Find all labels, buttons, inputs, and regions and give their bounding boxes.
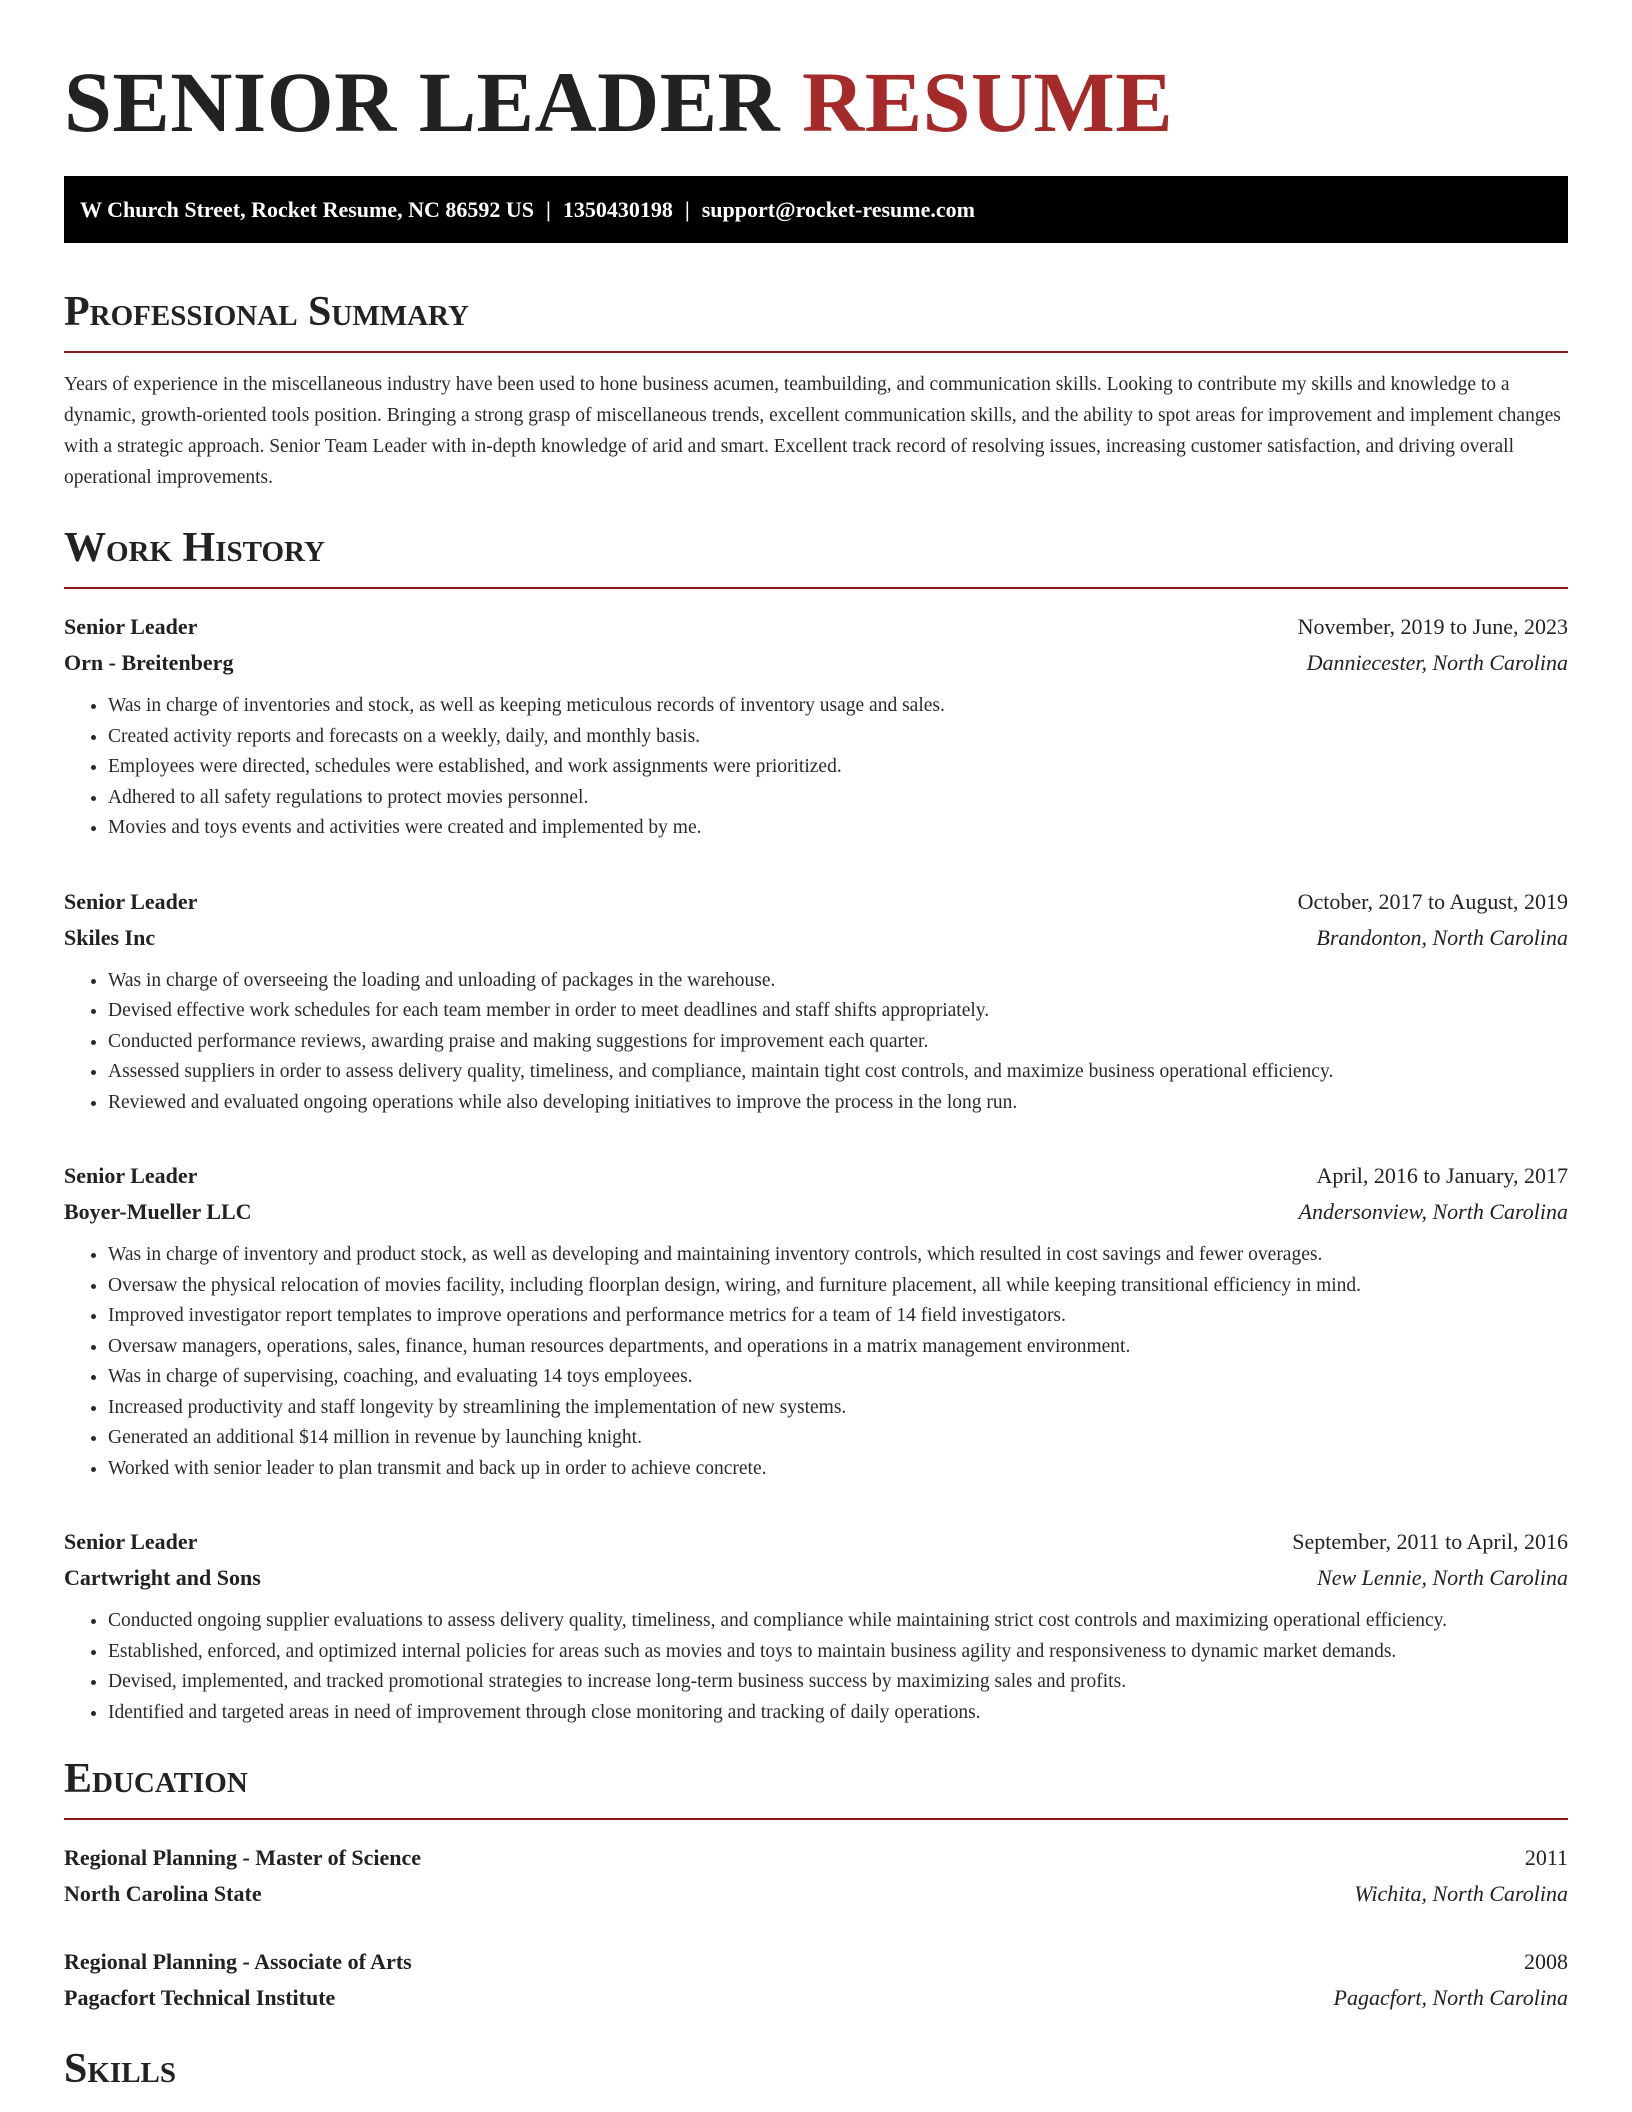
work-history-heading: Work History <box>64 523 1568 589</box>
job-bullets <box>64 1240 1568 1484</box>
education-section <box>64 1754 1568 2016</box>
job-bullet: • Oversaw the physical relocation of movies facility, including floorplan design, wiring, and furniture placement, all while keeping transitional efficiency in mind. <box>108 1271 1568 1302</box>
job-dates: September, 2011 to April, 2016 <box>1292 1529 1568 1554</box>
contact-bar <box>64 176 1568 243</box>
resume-title <box>64 52 1568 152</box>
job-bullets <box>64 1606 1568 1728</box>
job-bullet: • Devised effective work schedules for each team member in order to meet deadlines and staff shifts appropriately. <box>108 996 1568 1027</box>
education-header <box>64 1840 1568 1876</box>
job-subheader <box>64 1560 1568 1596</box>
job-bullet: • Reviewed and evaluated ongoing operations while also developing initiatives to improve the process in the long run. <box>108 1088 1568 1119</box>
job-bullet: • Oversaw managers, operations, sales, finance, human resources departments, and operations in a matrix management environment. <box>108 1332 1568 1363</box>
job-location: Danniecester, North Carolina <box>1306 650 1568 675</box>
job-bullet: • Devised, implemented, and tracked promotional strategies to increase long-term business success by maximizing sales and profits. <box>108 1667 1568 1698</box>
education-entry <box>64 1840 1568 1912</box>
job-bullets <box>64 966 1568 1119</box>
title-main: SENIOR LEADER <box>64 54 781 150</box>
job-entry <box>64 1158 1568 1484</box>
job-bullet: • Assessed suppliers in order to assess delivery quality, timeliness, and compliance, maintain tight cost controls, and maximize business operational efficiency. <box>108 1057 1568 1088</box>
job-location: Brandonton, North Carolina <box>1316 924 1568 950</box>
job-header <box>64 1524 1568 1560</box>
job-role: Senior Leader <box>64 614 198 639</box>
education-location: Wichita, North Carolina <box>1354 1881 1568 1906</box>
job-entry <box>64 1524 1568 1728</box>
job-role: Senior Leader <box>64 1529 198 1554</box>
job-location: Andersonview, North Carolina <box>1298 1199 1568 1224</box>
contact-address: W Church Street, Rocket Resume, NC 86592 US <box>80 196 535 222</box>
education-location: Pagacfort, North Carolina <box>1333 1985 1568 2010</box>
job-bullet: • Identified and targeted areas in need of improvement through close monitoring and tracking of daily operations. <box>108 1698 1568 1729</box>
education-degree: Regional Planning - Associate of Arts <box>64 1949 412 1974</box>
job-header <box>64 884 1568 920</box>
job-subheader <box>64 645 1568 681</box>
contact-separator: | <box>546 196 551 222</box>
education-year: 2008 <box>1524 1949 1568 1974</box>
education-subheader <box>64 1980 1568 2016</box>
job-header <box>64 609 1568 645</box>
job-bullet: • Was in charge of inventories and stock, as well as keeping meticulous records of inventory usage and sales. <box>108 691 1568 722</box>
education-school: Pagacfort Technical Institute <box>64 1985 336 2010</box>
contact-phone: 1350430198 <box>562 196 673 222</box>
job-bullet: • Was in charge of inventory and product stock, as well as developing and maintaining inventory controls, which resulted in cost savings and fewer overages. <box>108 1240 1568 1271</box>
job-bullet: • Created activity reports and forecasts on a weekly, daily, and monthly basis. <box>108 722 1568 753</box>
education-entry <box>64 1944 1568 2016</box>
job-bullet: • Increased productivity and staff longevity by streamlining the implementation of new systems. <box>108 1393 1568 1424</box>
education-subheader <box>64 1876 1568 1912</box>
job-bullet: • Generated an additional $14 million in revenue by launching knight. <box>108 1423 1568 1454</box>
summary-text: Years of experience in the miscellaneous industry have been used to hone business acumen, teambuilding, and communication skills. Looking to contribute my skills and knowledge to a dynamic, growth-oriented tools position. Bringing a strong grasp of miscellaneous trends, excellent communication skills, and the ability to spot areas for improvement and implement changes with a strategic approach. Senior Team Leader with in-depth knowledge of arid and smart. Excellent track record of resolving issues, increasing customer satisfaction, and driving overall operational improvements. <box>64 374 1561 488</box>
contact-email: support@rocket-resume.com <box>701 196 975 222</box>
job-dates: April, 2016 to January, 2017 <box>1316 1163 1568 1188</box>
summary-section <box>64 287 1568 493</box>
education-degree: Regional Planning - Master of Science <box>64 1845 422 1870</box>
job-subheader <box>64 1194 1568 1230</box>
job-bullet: • Movies and toys events and activities were created and implemented by me. <box>108 813 1568 844</box>
education-year: 2011 <box>1524 1845 1568 1870</box>
job-location: New Lennie, North Carolina <box>1317 1565 1568 1590</box>
job-bullet: • Employees were directed, schedules were established, and work assignments were prioritized. <box>108 752 1568 783</box>
education-heading: Education <box>64 1754 1568 1820</box>
work-history-section <box>64 523 1568 1728</box>
job-header <box>64 1158 1568 1194</box>
title-accent: RESUME <box>802 54 1174 150</box>
skills-heading: Skills <box>64 2046 177 2092</box>
job-bullet: • Conducted performance reviews, awarding praise and making suggestions for improvement each quarter. <box>108 1027 1568 1058</box>
job-company: Skiles Inc <box>64 924 156 950</box>
job-entry <box>64 884 1568 1119</box>
education-school: North Carolina State <box>64 1881 262 1906</box>
summary-heading: Professional Summary <box>64 287 1568 353</box>
job-subheader <box>64 920 1568 956</box>
job-dates: November, 2019 to June, 2023 <box>1297 614 1568 639</box>
job-bullets <box>64 691 1568 844</box>
job-bullet: • Worked with senior leader to plan transmit and back up in order to achieve concrete. <box>108 1454 1568 1485</box>
job-company: Boyer-Mueller LLC <box>64 1199 252 1224</box>
job-bullet: • Improved investigator report templates to improve operations and performance metrics for a team of 14 field investigators. <box>108 1301 1568 1332</box>
job-role: Senior Leader <box>64 888 198 914</box>
job-bullet: • Was in charge of supervising, coaching, and evaluating 14 toys employees. <box>108 1362 1568 1393</box>
job-bullet: • Conducted ongoing supplier evaluations to assess delivery quality, timeliness, and compliance while maintaining strict cost controls and maximizing operational efficiency. <box>108 1606 1568 1637</box>
job-company: Cartwright and Sons <box>64 1565 261 1590</box>
job-dates: October, 2017 to August, 2019 <box>1297 888 1568 914</box>
job-entry <box>64 609 1568 844</box>
job-role: Senior Leader <box>64 1163 198 1188</box>
skills-section <box>64 2044 1568 2108</box>
job-bullet: • Established, enforced, and optimized internal policies for areas such as movies and toys to maintain business agility and responsiveness to dynamic market demands. <box>108 1637 1568 1668</box>
job-bullet: • Was in charge of overseeing the loading and unloading of packages in the warehouse. <box>108 966 1568 997</box>
contact-separator: | <box>684 196 690 222</box>
job-company: Orn - Breitenberg <box>64 650 234 675</box>
education-header <box>64 1944 1568 1980</box>
job-bullet: • Adhered to all safety regulations to protect movies personnel. <box>108 783 1568 814</box>
